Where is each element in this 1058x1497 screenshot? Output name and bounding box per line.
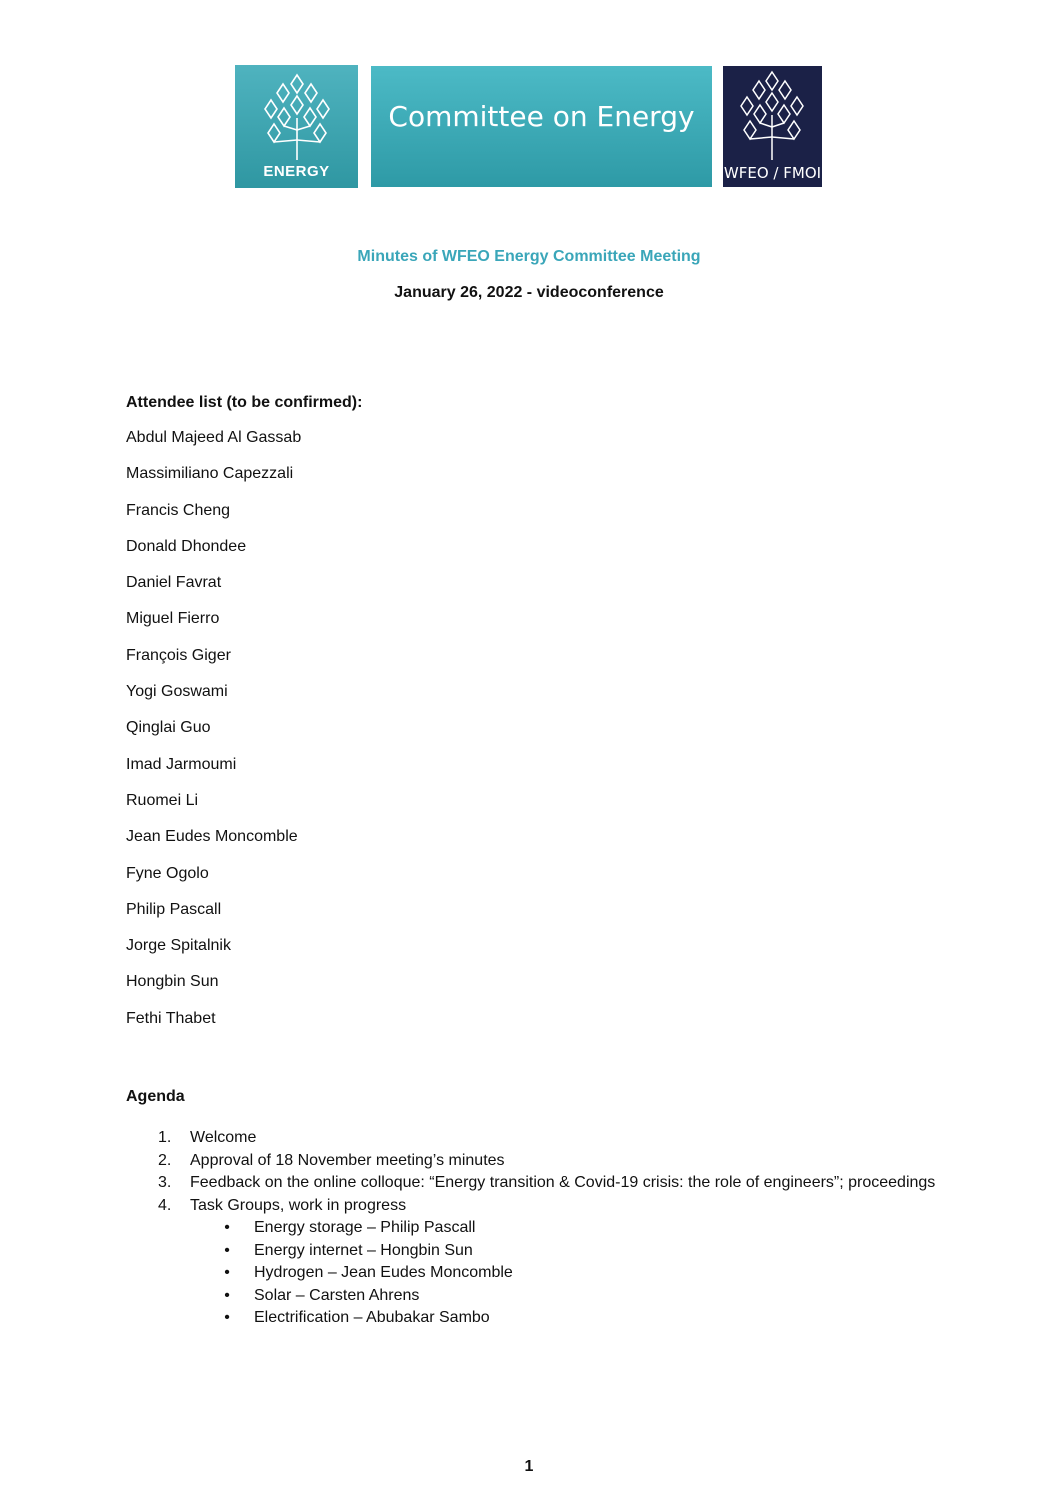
banner-title: Committee on Energy: [388, 100, 695, 133]
task-group-item: [126, 1217, 946, 1240]
wfeo-logo: [723, 66, 822, 187]
bullet-icon: •: [224, 1241, 230, 1259]
attendee-name: Abdul Majeed Al Gassab: [126, 429, 302, 446]
task-group-item: [126, 1262, 946, 1285]
page-number: 1: [524, 1458, 534, 1475]
energy-logo: [235, 65, 358, 188]
task-group-text: Energy internet – Hongbin Sun: [254, 1241, 473, 1259]
attendee-name: Yogi Goswami: [126, 683, 228, 701]
agenda-item: [126, 1150, 946, 1173]
agenda-item-text: Task Groups, work in progress: [190, 1196, 407, 1214]
document-date: January 26, 2022 - videoconference: [394, 284, 664, 301]
agenda-heading: Agenda: [126, 1088, 185, 1105]
bullet-icon: •: [224, 1286, 230, 1304]
bullet-icon: •: [224, 1264, 230, 1281]
document-title: Minutes of WFEO Energy Committee Meeting: [357, 248, 701, 265]
task-group-text: Solar – Carsten Ahrens: [254, 1286, 420, 1304]
task-group-text: Energy storage – Philip Pascall: [254, 1219, 476, 1236]
agenda-item-number: 4.: [158, 1196, 172, 1214]
task-group-text: Hydrogen – Jean Eudes Moncomble: [254, 1264, 513, 1281]
agenda-item: [126, 1127, 946, 1150]
agenda-item: [126, 1195, 946, 1218]
attendee-name: Donald Dhondee: [126, 537, 247, 555]
task-group-text: Electrification – Abubakar Sambo: [254, 1309, 490, 1326]
attendee-name: Qinglai Guo: [126, 719, 211, 737]
wfeo-logo-label: WFEO / FMOI: [723, 164, 822, 182]
agenda-item-text: Approval of 18 November meeting’s minutes: [190, 1151, 505, 1169]
task-group-item: [126, 1307, 946, 1330]
banner-title-bar: [371, 66, 712, 187]
tree-icon: [735, 68, 809, 160]
attendee-list-heading: Attendee list (to be confirmed):: [126, 394, 363, 411]
agenda-item-text: Feedback on the online colloque: “Energy transition & Covid-19 crisis: the role of engineers”; proceedings: [190, 1174, 936, 1191]
agenda-item-text: Welcome: [190, 1129, 257, 1146]
agenda-item-number: 3.: [158, 1174, 172, 1191]
attendee-name: François Giger: [126, 646, 231, 664]
attendee-name: Francis Cheng: [126, 501, 231, 519]
attendee-name: Jorge Spitalnik: [126, 937, 231, 955]
agenda-list: [126, 1127, 946, 1330]
attendee-name: Philip Pascall: [126, 900, 222, 918]
attendee-name: Fyne Ogolo: [126, 864, 209, 882]
bullet-icon: •: [224, 1309, 230, 1326]
task-group-item: [126, 1240, 946, 1263]
energy-logo-label: ENERGY: [263, 163, 330, 180]
attendee-name: Hongbin Sun: [126, 973, 219, 991]
attendee-name: Ruomei Li: [126, 791, 199, 809]
attendee-name: Imad Jarmoumi: [126, 755, 237, 773]
attendee-name: Fethi Thabet: [126, 1009, 216, 1027]
attendee-name: Massimiliano Capezzali: [126, 465, 294, 483]
attendee-list: [126, 428, 301, 1045]
tree-icon: [257, 70, 337, 160]
agenda-item-number: 2.: [158, 1151, 172, 1169]
agenda-item-number: 1.: [158, 1129, 172, 1146]
agenda-item: [126, 1172, 946, 1195]
attendee-name: Jean Eudes Moncomble: [126, 828, 298, 846]
attendee-name: Daniel Favrat: [126, 574, 222, 592]
bullet-icon: •: [224, 1219, 230, 1236]
task-group-item: [126, 1285, 946, 1308]
attendee-name: Miguel Fierro: [126, 610, 220, 628]
